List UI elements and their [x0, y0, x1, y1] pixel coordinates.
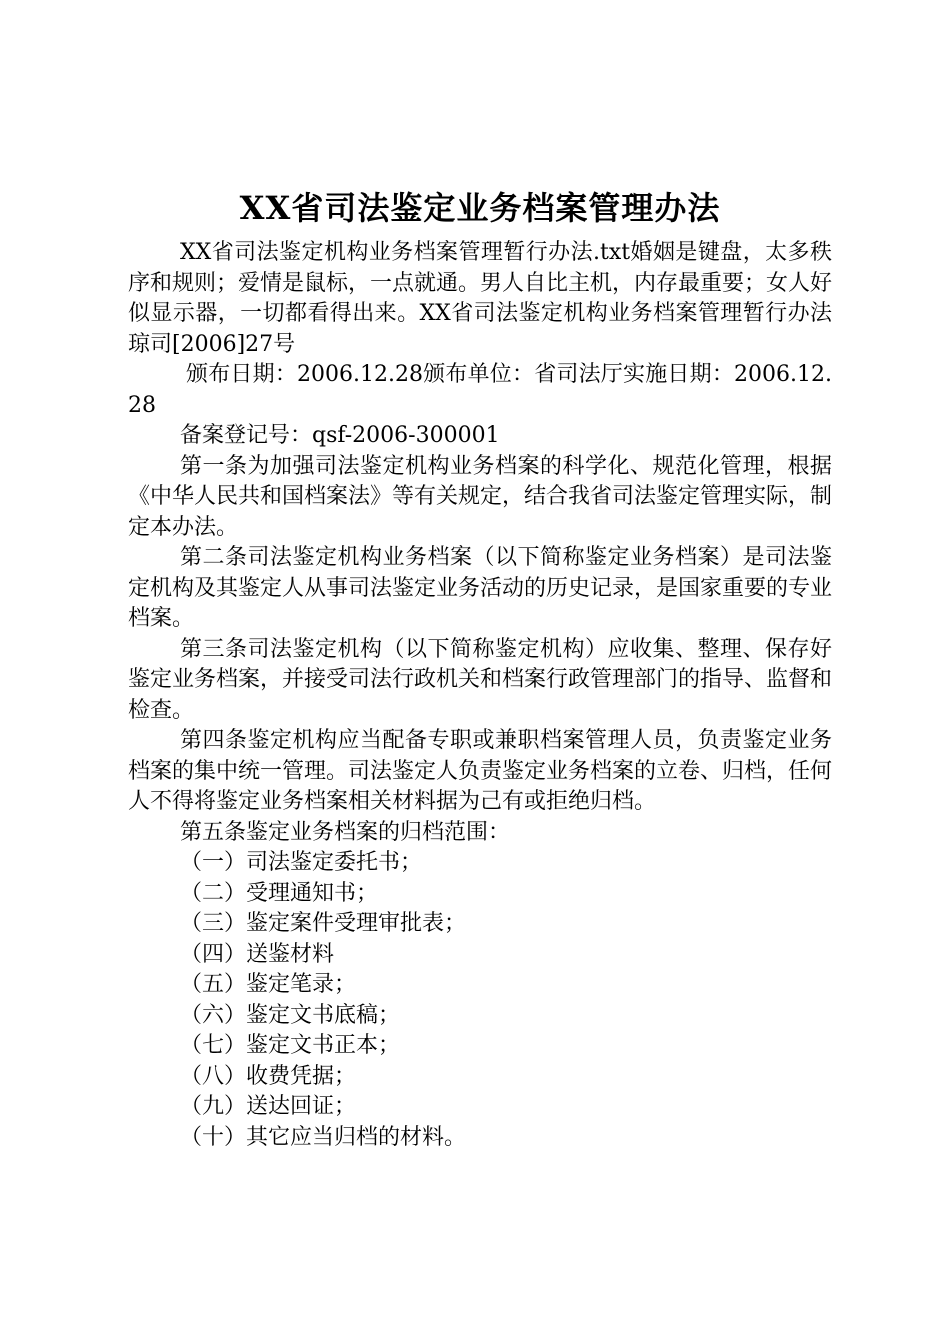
article-2-paragraph: 第二条司法鉴定机构业务档案（以下简称鉴定业务档案）是司法鉴定机构及其鉴定人从事司法鉴定业务活动的历史记录，是国家重要的专业档案。	[128, 545, 833, 631]
list-item: （三）鉴定案件受理审批表；	[180, 911, 467, 936]
list-item: （九）送达回证；	[180, 1094, 357, 1119]
archive-scope-list	[128, 848, 832, 1153]
article-5-paragraph: 第五条鉴定业务档案的归档范围：	[180, 819, 511, 845]
document-page	[128, 188, 832, 1153]
list-item: （四）送鉴材料	[180, 941, 335, 967]
issue-date-paragraph: 颁布日期：2006.12.28颁布单位：省司法厅实施日期：2006.12.28	[128, 362, 832, 418]
intro-paragraph: XX省司法鉴定机构业务档案管理暂行办法.txt婚姻是键盘，太多秩序和规则；爱情是鼠标，一点就通。男人自比主机，内存最重要；女人好似显示器，一切都看得出来。XX省司法鉴定机构业务档案管理暂行办法琼司[2006]27号	[128, 240, 833, 357]
list-item: （十）其它应当归档的材料。	[180, 1124, 467, 1150]
article-4-paragraph: 第四条鉴定机构应当配备专职或兼职档案管理人员，负责鉴定业务档案的集中统一管理。司法鉴定人负责鉴定业务档案的立卷、归档，任何人不得将鉴定业务档案相关材料据为己有或拒绝归档。	[128, 728, 833, 814]
registration-number-paragraph: 备案登记号：qsf-2006-300001	[180, 423, 500, 448]
list-item: （二）受理通知书；	[180, 880, 379, 906]
document-title: XX省司法鉴定业务档案管理办法	[239, 189, 721, 227]
list-item: （五）鉴定笔录；	[180, 972, 357, 997]
article-3-paragraph: 第三条司法鉴定机构（以下简称鉴定机构）应收集、整理、保存好鉴定业务档案，并接受司法行政机关和档案行政管理部门的指导、监督和检查。	[128, 636, 833, 723]
article-1-paragraph: 第一条为加强司法鉴定机构业务档案的科学化、规范化管理，根据《中华人民共和国档案法》等有关规定，结合我省司法鉴定管理实际，制定本办法。	[128, 453, 833, 540]
list-item: （一）司法鉴定委托书；	[180, 850, 423, 875]
list-item: （八）收费凭据；	[180, 1063, 357, 1089]
list-item: （七）鉴定文书正本；	[180, 1033, 401, 1058]
list-item: （六）鉴定文书底稿；	[180, 1002, 401, 1028]
